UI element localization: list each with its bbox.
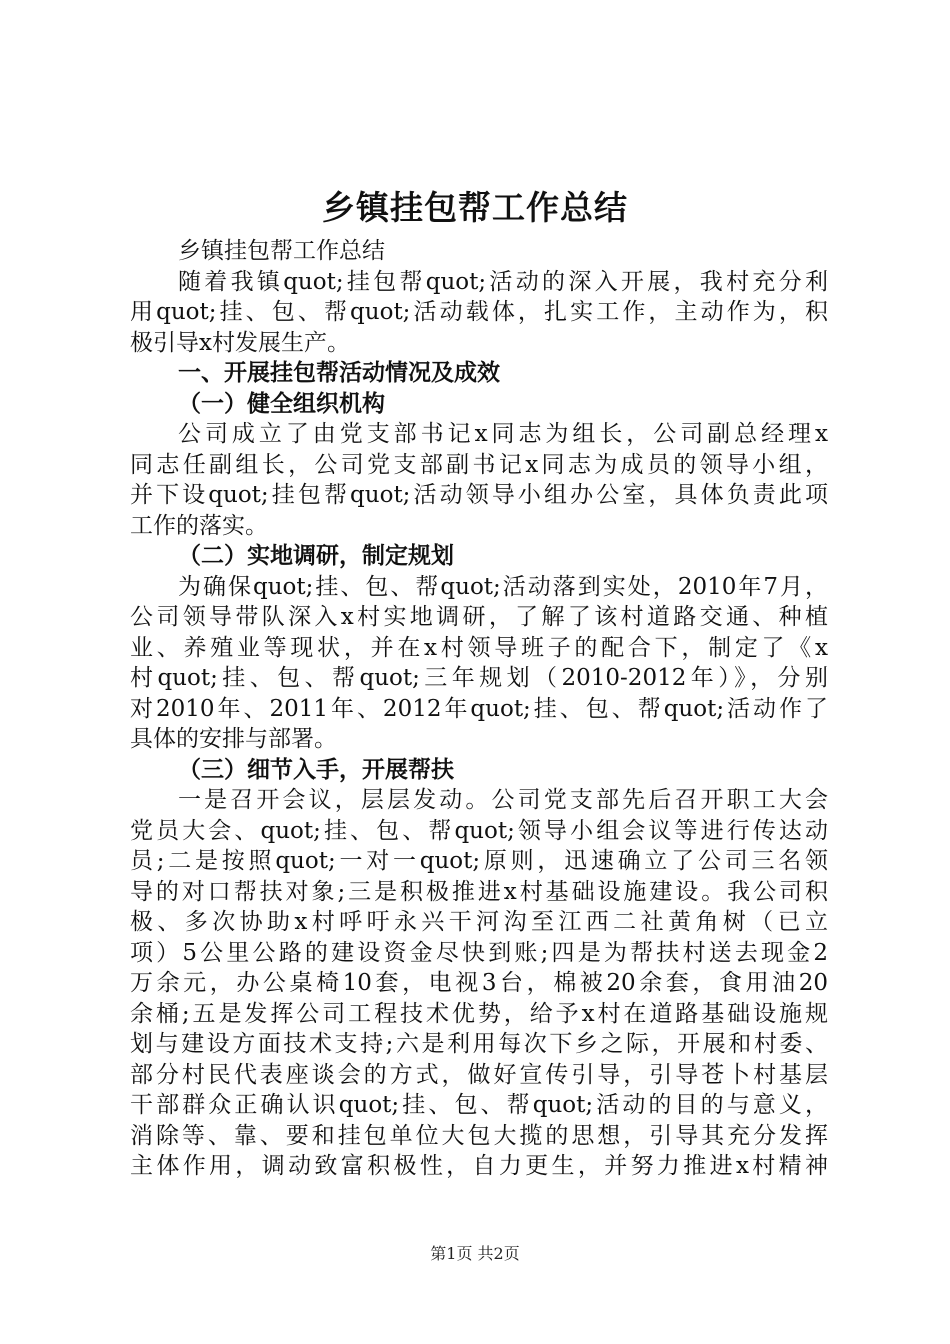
text-line: 划与建设方面技术支持;六是利用每次下乡之际，开展和村委、 — [130, 1031, 828, 1057]
text-line: 极、多次协助x村呼吁永兴干河沟至江西二社黄角树（已立 — [130, 909, 828, 935]
page-footer: 第1页 共2页 — [430, 1244, 520, 1263]
section-heading: （二）实地调研，制定规划 — [178, 543, 454, 569]
text-line: 业、养殖业等现状，并在x村领导班子的配合下，制定了《x — [130, 634, 828, 661]
section-heading: （一）健全组织机构 — [178, 390, 385, 417]
text-line: 并下设quot;挂包帮quot;活动领导小组办公室，具体负责此项 — [130, 482, 828, 508]
text-line: 为确保quot;挂、包、帮quot;活动落到实处，2010年7月， — [178, 573, 828, 600]
text-line: 主体作用，调动致富积极性，自力更生，并努力推进x村精神 — [130, 1153, 828, 1179]
text-line: 一是召开会议，层层发动。公司党支部先后召开职工大会 — [178, 787, 828, 813]
text-line: 具体的安排与部署。 — [130, 726, 337, 752]
text-line: 工作的落实。 — [130, 512, 268, 539]
text-line: 乡镇挂包帮工作总结 — [178, 238, 385, 264]
text-line: 村quot;挂、包、帮quot;三年规划（2010-2012年）》，分别 — [130, 665, 828, 691]
text-line: 部分村民代表座谈会的方式，做好宣传引导，引导苍卜村基层 — [130, 1061, 828, 1088]
text-line: 同志任副组长，公司党支部副书记x同志为成员的领导小组， — [130, 451, 828, 478]
document-title: 乡镇挂包帮工作总结 — [322, 188, 628, 227]
text-line: 导的对口帮扶对象;三是积极推进x村基础设施建设。我公司积 — [130, 878, 828, 905]
text-line: 公司领导带队深入x村实地调研，了解了该村道路交通、种植 — [130, 604, 828, 630]
text-line: 公司成立了由党支部书记x同志为组长，公司副总经理x — [178, 421, 828, 447]
text-line: 消除等、靠、要和挂包单位大包大揽的思想，引导其充分发挥 — [130, 1122, 828, 1149]
section-heading: 一、开展挂包帮活动情况及成效 — [178, 360, 500, 386]
text-line: 万余元，办公桌椅10套，电视3台，棉被20余套，食用油20 — [130, 970, 828, 996]
text-line: 员;二是按照quot;一对一quot;原则，迅速确立了公司三名领 — [130, 848, 828, 874]
document-body — [130, 236, 828, 1182]
text-line: 党员大会、quot;挂、包、帮quot;领导小组会议等进行传达动 — [130, 817, 828, 844]
text-line: 极引导x村发展生产。 — [130, 329, 350, 356]
text-line: 用quot;挂、包、帮quot;活动载体，扎实工作，主动作为，积 — [130, 299, 828, 325]
text-line: 干部群众正确认识quot;挂、包、帮quot;活动的目的与意义， — [130, 1092, 828, 1118]
text-line: 随着我镇quot;挂包帮quot;活动的深入开展，我村充分利 — [178, 268, 828, 295]
text-line: 余桶;五是发挥公司工程技术优势，给予x村在道路基础设施规 — [130, 1000, 828, 1027]
text-line: 项）5公里公路的建设资金尽快到账;四是为帮扶村送去现金2 — [130, 939, 828, 966]
section-heading: （三）细节入手，开展帮扶 — [178, 756, 454, 783]
text-line: 对2010年、2011年、2012年quot;挂、包、帮quot;活动作了 — [130, 695, 828, 722]
